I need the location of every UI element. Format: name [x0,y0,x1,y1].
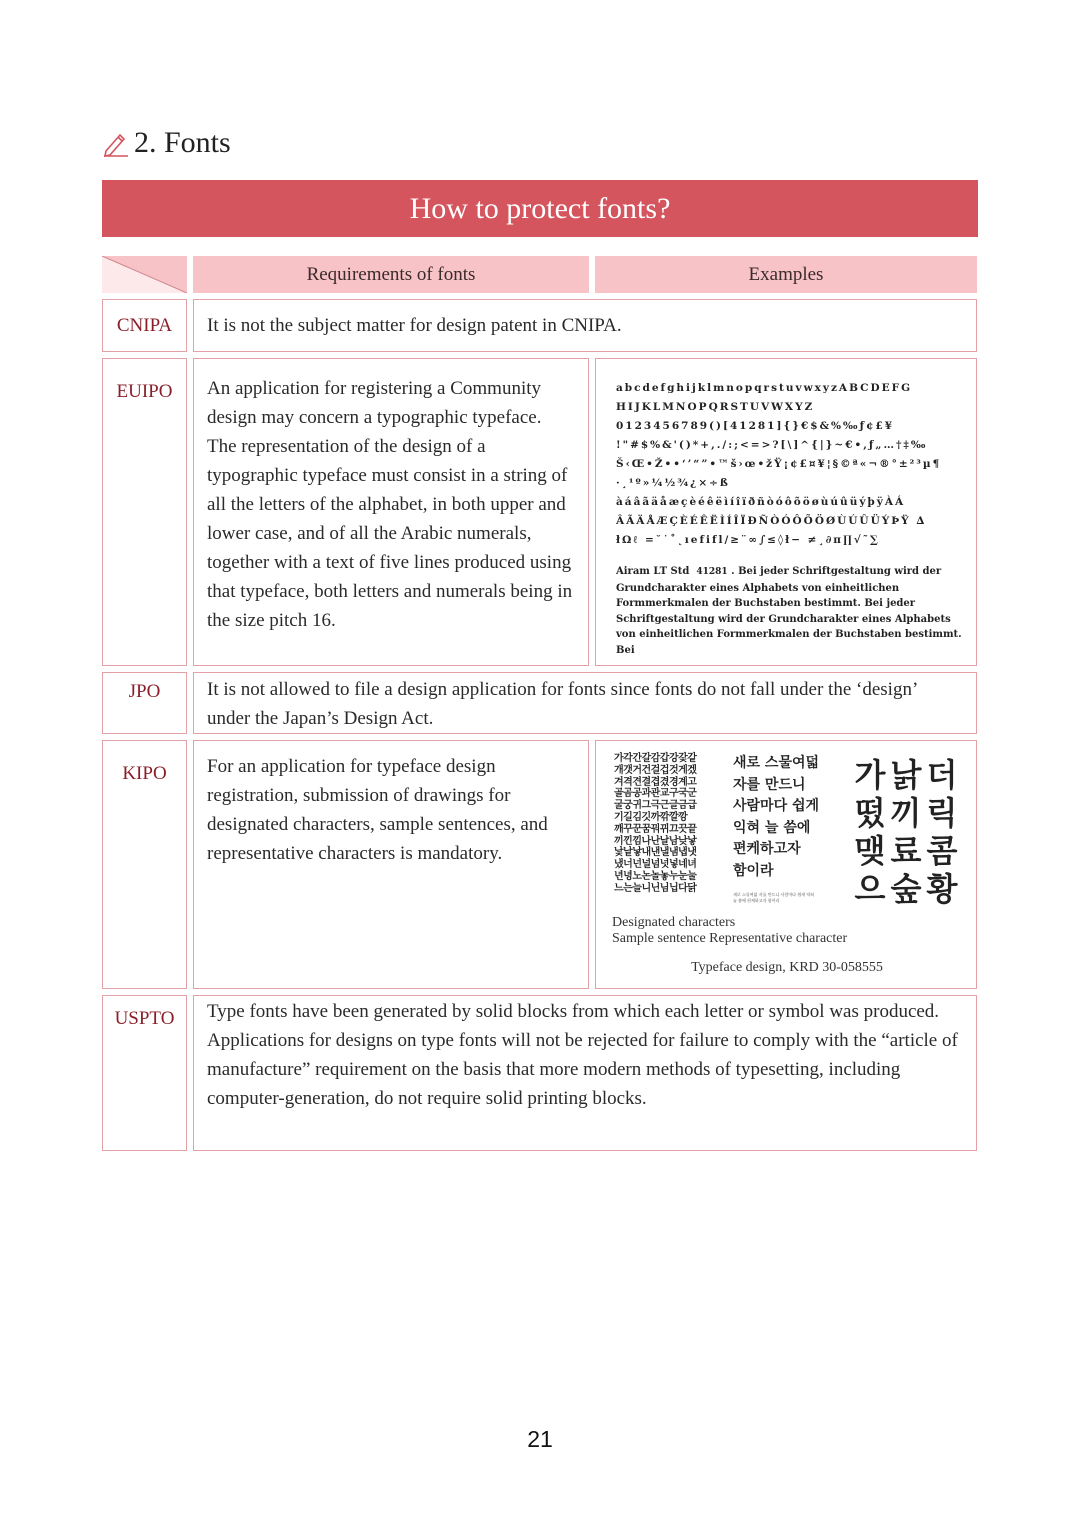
glyph-line: HIJKLMNOPQRSTUVWXYZ [616,401,815,413]
kipo-requirements [193,740,589,989]
sentence-line: 함이라 [733,862,774,879]
rep-char: 으 [854,870,886,908]
rep-char: 릭 [926,794,958,832]
rep-char: 더 [926,756,958,794]
euipo-requirements [193,358,589,666]
char-row: 낯낱낳내낸낼냄냅냇 [614,847,697,859]
sample-sentence-small [733,892,843,904]
glyph-line: !"#$%&'()*+,./:;<=>?[\]^{|}~€•,ƒ„…†‡‰ [616,439,928,451]
small-line: 새로 스물여덟 자를 만드니 사람마다 쉽게 익혀 [733,892,815,897]
section-heading [102,126,231,160]
section-title: 2. Fonts [134,126,231,159]
glyph-line: àáâãäåæçèéêëìíîïðñòóôõöøùúûüýþÿÀÁ [616,496,906,508]
office-uspto [102,995,187,1151]
char-row: 기길김깃까깎깔깡 [614,811,688,823]
uspto-requirements [193,995,977,1151]
airam-number: 41281 [696,567,728,577]
char-row: 골곰공과관교구국군 [614,788,697,800]
glyph-line: 0123456789()[41281]{}€$&%‰ƒ¢£¥ [616,420,895,432]
banner [102,180,978,237]
requirements-text: It is not allowed to file a design application for fonts since fonts do not fall under the ‘design’ under the Japan’s Design Act. [207,679,917,729]
office-label: USPTO [114,1008,175,1029]
rep-char: 콤 [926,832,958,870]
rep-char: 끼 [890,794,922,832]
char-row: 가각간갈감갑강갗같 [614,753,697,764]
char-row: 끼낀낌나난날남낮낳 [614,835,697,847]
sentence-line: 편케하고자 [733,841,801,857]
airam-sample [616,564,962,658]
office-kipo [102,740,187,989]
jpo-requirements [193,672,977,734]
airam-label: Airam LT Std [616,566,690,577]
kipo-example [595,740,977,989]
sentence-line: 익혀 늘 씀에 [733,819,811,836]
char-row: 굴궁귀그극근글금급 [614,800,697,812]
glyph-line: Š‹Œ•Ž••‘’“”•™š›œ•žŸ¡¢£¤¥¦§©ª«¬®°±²³µ¶ [616,458,942,470]
char-row: 느는늘니닌님닙다닭 [614,882,697,894]
representative-characters [852,756,960,910]
office-label: JPO [128,681,161,702]
header-requirements [193,256,589,293]
rep-char: 료 [890,832,922,870]
sample-sentence [733,753,843,882]
banner-title: How to protect fonts? [409,191,671,225]
design-number-text: Typeface design, KRD 30-058555 [691,960,883,975]
kipo-caption [612,915,847,947]
sentence-line: 새로 스물여덟 [733,755,820,771]
char-row: 년녕노논놀놓누눈눌 [614,870,697,882]
airam-text: . Bei jeder Schriftgestaltung wird der Grundcharakter eines Alphabets von einheitlichen Formmerkmalen der Buchstaben bestimmt. Bei jeder Schriftgestaltung wird der Grundcharakter eines Alphabets von einheitlichen Formmerkmalen der Buchstaben bestimmt. Bei [616,566,962,656]
caption-sample: Sample sentence Representative character [612,931,848,946]
office-label: EUIPO [116,381,173,402]
glyph-line: ·¸¹º»¼½¾¿×÷ß [616,477,730,489]
glyph-line: ÂÃÄÅÆÇÈÉÊËÌÍÎÏÐÑÒÓÔÕÖØÙÚÛÜÝÞŸ ∆ [616,515,927,527]
char-row: 냈너넌널넘넛넣네녀 [614,859,697,871]
caption-designated: Designated characters [612,915,736,930]
office-jpo [102,672,187,734]
diagonal-divider [102,256,187,293]
rep-char: 숲 [890,870,922,908]
office-euipo [102,358,187,666]
glyph-line: abcdefghijklmnopqrstuvwxyzABCDEFG [616,382,913,394]
requirements-text: An application for registering a Community design may concern a typographic typeface. The representation of the design of a typographic typeface must consist in a string of all the letters of the alphabet, in both upper and lower case, and of all the Arabic numerals, together with a text of five lines produced using that typeface, both letters and numerals being in the size pitch 16. [207,378,573,631]
header-examples-label: Examples [748,263,824,285]
office-label: KIPO [122,763,167,784]
header-examples [595,256,977,293]
small-line: 늘 씀에 편케하고자 함이라 [733,898,780,903]
requirements-text: For an application for typeface design registration, submission of drawings for designated characters, sample sentences, and representative characters is mandatory. [207,756,548,864]
office-cnipa [102,299,187,352]
sentence-line: 사람마다 쉽게 [733,798,820,814]
requirements-text: Type fonts have been generated by solid blocks from which each letter or symbol was produced. [207,1001,940,1022]
rep-char: 황 [926,870,958,908]
header-requirements-label: Requirements of fonts [306,263,476,285]
page-number: 21 [527,1426,553,1452]
designated-characters-grid [614,753,726,895]
euipo-example [595,358,977,666]
requirements-text: Applications for designs on type fonts will not be rejected for failure to comply with the “article of manufacture” requirement on the basis that more modern methods of typesetting, including computer-generation, do not require solid printing blocks. [207,1030,958,1109]
corner-cell [102,256,187,293]
glyph-line: łΩℓ =˘˙˚˛ıefifl/≥¨∞∫≤◊ł− ≠¸∂π∏√˜∑ [616,534,880,546]
char-row: 깨꾸꾼꿈꿔뀌끄끗끝 [614,823,697,835]
rep-char: 가 [854,756,886,794]
office-label: CNIPA [116,314,173,336]
kipo-design-number [596,960,978,976]
sentence-line: 자를 만드니 [733,776,806,793]
char-row: 개갯거건걸겁것게겠 [614,764,697,776]
rep-char: 맺 [854,832,886,870]
requirements-text: It is not the subject matter for design patent in CNIPA. [207,315,622,336]
cnipa-requirements [193,299,977,352]
char-row: 겨격견결겹겼경계고 [614,776,697,788]
rep-char: 떴 [854,794,886,832]
rep-char: 낡 [890,756,922,794]
pencil-icon [102,129,130,157]
